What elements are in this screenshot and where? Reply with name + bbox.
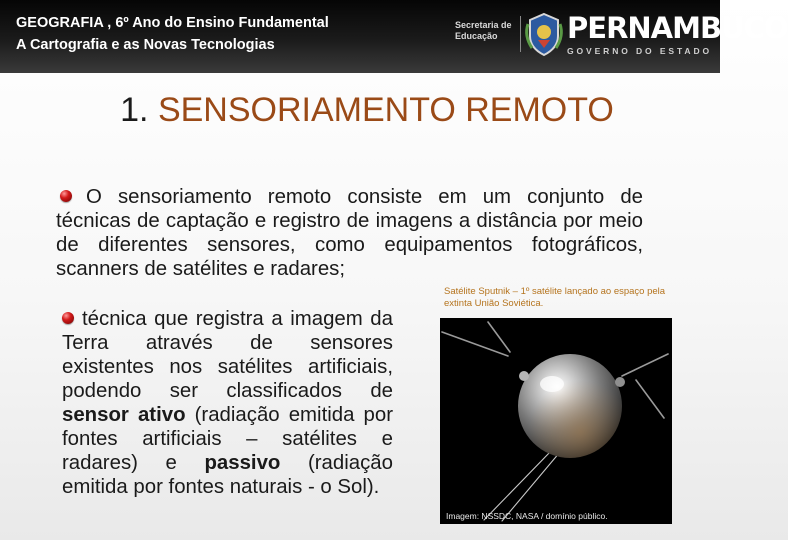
paragraph-definition-text: O sensoriamento remoto consiste em um conjunto de técnicas de captação e registro de imagens a distância por meio de diferentes sensores, como equipamentos fotográficos, scanners de satélites e radares; — [56, 186, 643, 280]
coat-of-arms-icon — [524, 10, 564, 58]
header-course-line: GEOGRAFIA , 6º Ano do Ensino Fundamental — [16, 15, 329, 31]
secretaria-line1: Secretaria de — [455, 20, 512, 30]
pernambuco-logo-text: PERNAMBUCO — [567, 11, 788, 45]
governo-do-estado-text: GOVERNO DO ESTADO — [567, 46, 713, 56]
paragraph-sensor-text-1: técnica que registra a imagem da Terra através de sensores existentes nos satélites artificiais, podendo ser classificados de — [62, 308, 393, 402]
term-passivo: passivo — [204, 452, 281, 474]
slide-title — [0, 90, 734, 130]
title-text: SENSORIAMENTO REMOTO — [157, 91, 614, 129]
header-topic-line: A Cartografia e as Novas Tecnologias — [16, 37, 275, 53]
image-caption: Satélite Sputnik – 1º satélite lançado ao espaço pela extinta União Soviética. — [444, 286, 666, 309]
paragraph-sensor-text-3: (radiação emitida por fontes naturais - o Sol). — [62, 452, 393, 498]
image-credit: Imagem: NSSDC, NASA / domínio público. — [446, 511, 608, 521]
paragraph-sensor-text-2: (radiação emitida por fontes artificiais – satélites e radares) e — [62, 404, 393, 474]
sputnik-satellite-image — [440, 318, 672, 524]
bullet-icon — [62, 312, 74, 324]
paragraph-definition — [56, 185, 643, 281]
term-sensor-ativo: sensor ativo — [62, 404, 186, 426]
secretaria-logo-text — [455, 20, 512, 42]
paragraph-sensor-types — [62, 307, 393, 499]
secretaria-line2: Educação — [455, 31, 498, 41]
logo-divider — [520, 16, 521, 52]
title-number: 1. — [120, 91, 149, 129]
header-bar — [0, 0, 788, 73]
bullet-icon — [60, 190, 72, 202]
